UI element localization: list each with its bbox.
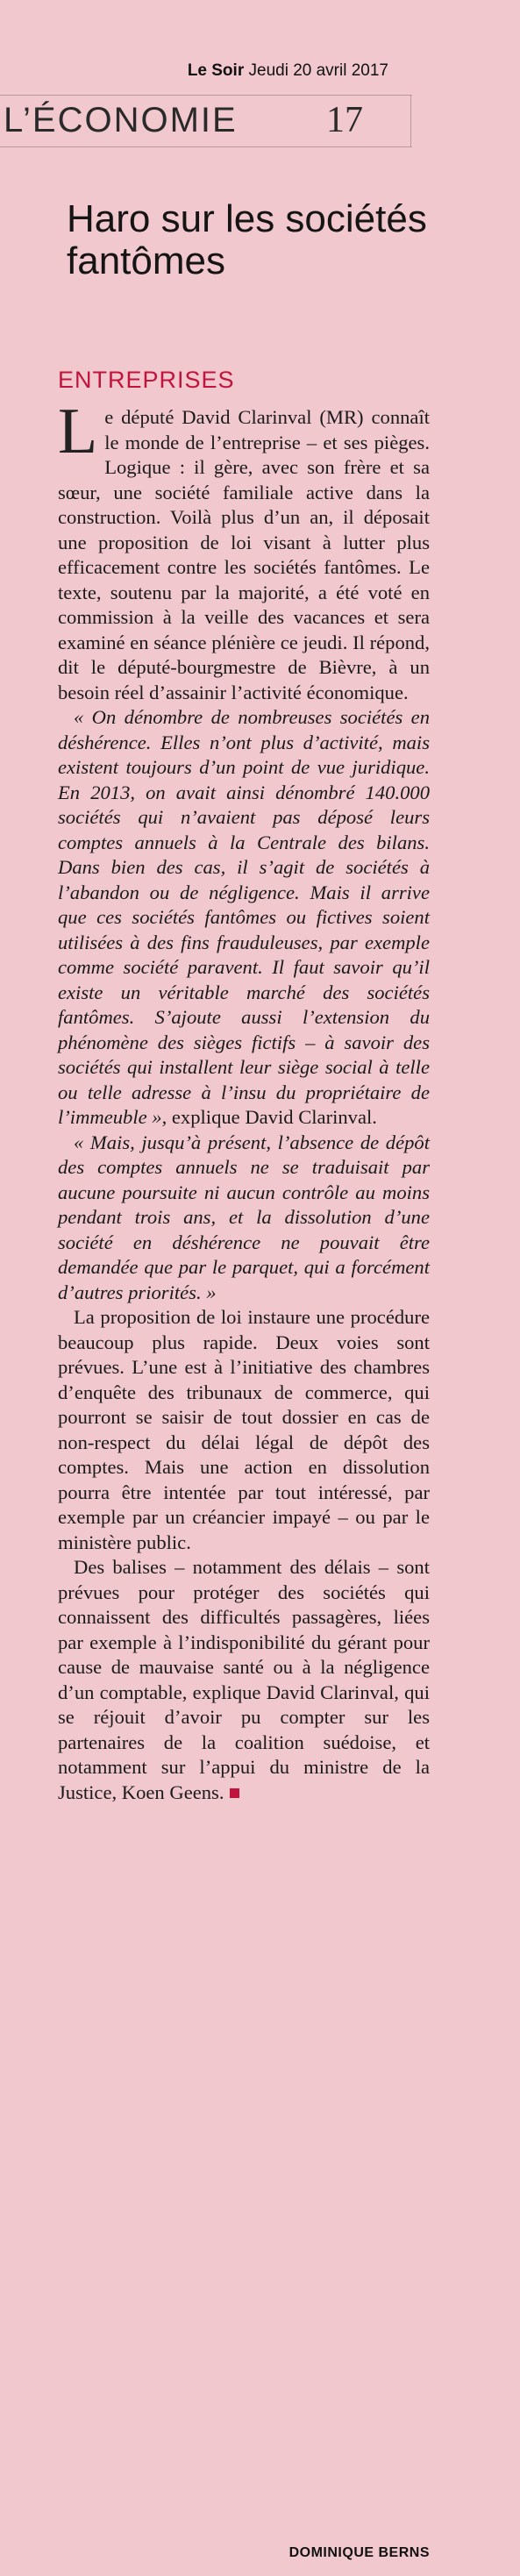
masthead xyxy=(188,61,388,81)
paragraph-safeguards-text: Des balises – notamment des délais – sont prévues pour protéger des sociétés qui connaissent des difficultés passagères, liées par exemple à l’indisponibilité du gérant pour cause de mauvaise santé ou à la négligence d’un comptable, explique David Clarinval, qui se réjouit d’avoir pu compter sur les partenaires de la coalition suédoise, et notamment sur l’appui du ministre de la Justice, Koen Geens. xyxy=(58,1556,430,1803)
byline: DOMINIQUE BERNS xyxy=(288,2545,430,2560)
page-number: 17 xyxy=(326,100,363,140)
section-header xyxy=(0,95,412,147)
article-body xyxy=(58,396,430,1805)
issue-date: Jeudi 20 avril 2017 xyxy=(248,61,388,80)
paragraph-procedure: La proposition de loi instaure une procédure beaucoup plus rapide. Deux voies sont prévues. L’une est à l’initiative des chambres d’enquête des tribunaux de commerce, qui pourront se saisir de tout dossier en cas de non-respect du délai légal de dépôt des comptes. Mais une action en dissolution pourra être intentée par tout intéressé, par exemple par un créancier impayé – ou par le ministère public. xyxy=(58,1306,430,1553)
section-divider xyxy=(410,96,411,146)
paragraph-intro-text: e député David Clarinval (MR) connaît le monde de l’entreprise – et ses pièges. Logique : il gère, avec son frère et sa sœur, une société familiale active dans la construction. Voilà plus d’un an, il déposait une proposition de loi visant à lutter plus efficacement contre les sociétés fantômes. Le texte, soutenu par la majorité, a été voté en commission à la veille des vacances et sera examiné en séance plénière ce jeudi. Il répond, dit le député-bourgmestre de Bièvre, à un besoin réel d’assainir l’activité économique. xyxy=(58,406,430,703)
section-name: L’ÉCONOMIE xyxy=(4,101,238,139)
paragraph-quote-2: « Mais, jusqu’à présent, l’absence de dépôt des comptes annuels ne se traduisait par aucune poursuite ni aucun contrôle au moins pendant trois ans, et la dissolution d’une société en déshérence ne pouvait être demandée que par le parquet, qui a forcément d’autres priorités. » xyxy=(58,1131,430,1303)
kicker: ENTREPRISES xyxy=(58,367,235,393)
paragraph-quote-1 xyxy=(58,705,430,1131)
end-mark-icon xyxy=(230,1788,239,1798)
newspaper-name: Le Soir xyxy=(187,61,245,80)
quote-1-attribution: , explique David Clarinval. xyxy=(161,1106,377,1128)
paragraph-intro xyxy=(58,396,430,705)
headline: Haro sur les sociétés fantômes xyxy=(67,197,427,282)
drop-cap: L xyxy=(58,396,98,467)
quote-1: « On dénombre de nombreuses sociétés en déshérence. Elles n’ont plus d’activité, mais existent toujours d’un point de vue juridique. En 2013, on avait ainsi dénombré 140.000 sociétés qui n’avaient pas déposé leurs comptes annuels à la Centrale des bilans. Dans bien des cas, il s’agit de sociétés à l’abandon ou de négligence. Mais il arrive que ces sociétés fantômes ou fictives soient utilisées à des fins frauduleuses, par exemple comme société paravent. Il faut savoir qu’il existe un véritable marché des sociétés fantômes. S’ajoute aussi l’extension du phénomène des sièges fictifs – à savoir des sociétés qui installent leur siège social à telle ou telle adresse à l’insu du propriétaire de l’immeuble » xyxy=(58,706,430,1128)
paragraph-safeguards xyxy=(58,1555,430,1805)
